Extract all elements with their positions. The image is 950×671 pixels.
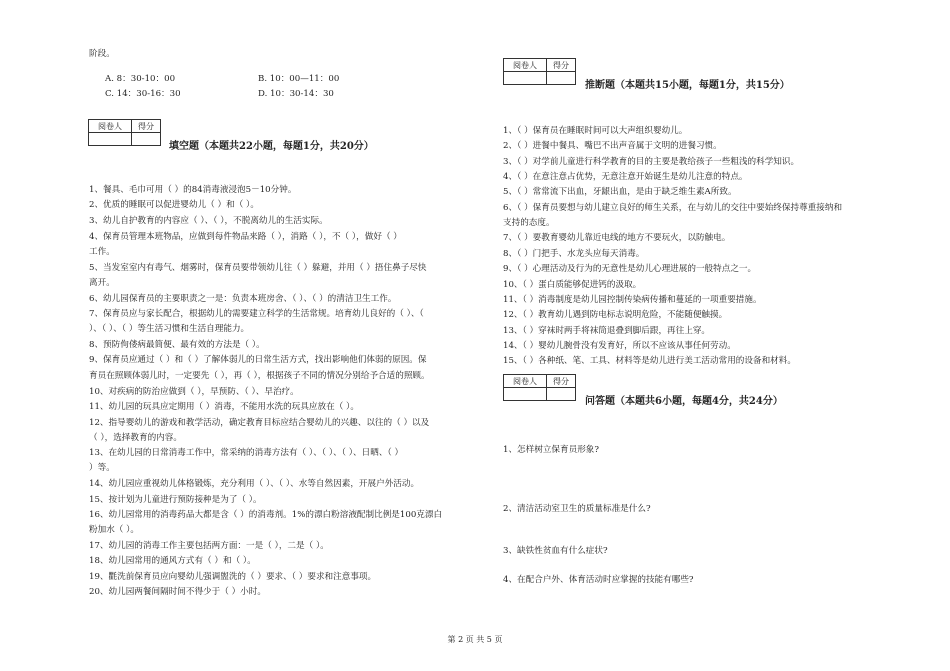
qa-question: 1、怎样树立保育员形象? xyxy=(503,445,600,455)
fill-line: 3、幼儿自护教育的内容应（ ）、（ ），不脱离幼儿的生活实际。 xyxy=(89,216,328,226)
grader-cell xyxy=(504,388,547,401)
option-a: A. 8：30-10：00 xyxy=(105,74,176,84)
fill-section-title: 填空题（本题共22小题，每题1分，共20分） xyxy=(169,141,374,152)
score-table-qa xyxy=(503,374,576,401)
fill-line: 6、幼儿园保育员的主要职责之一是：负责本班房舍、（ ）、（ ）的清洁卫生工作。 xyxy=(89,294,397,304)
option-d: D. 10：30-14：30 xyxy=(258,89,334,99)
fill-line: 10、对疾病的防治应做到（ ），早预防、（ ）、早治疗。 xyxy=(89,387,299,397)
score-label: 得分 xyxy=(547,59,576,72)
fill-line: 离开。 xyxy=(89,278,115,288)
grader-cell xyxy=(89,133,132,146)
fill-line: 1、餐具、毛巾可用（ ）的84消毒液浸泡5－10分钟。 xyxy=(89,185,297,195)
qa-question: 3、缺铁性贫血有什么症状? xyxy=(503,546,608,556)
fill-line: 7、保育员应与家长配合，根据幼儿的需要建立科学的生活常规。培育幼儿良好的（ ）、（ xyxy=(89,309,424,319)
judge-line: 11、（ ）消毒制度是幼儿园控制传染病传播和蔓延的一项重要措施。 xyxy=(503,295,762,305)
score-label: 得分 xyxy=(547,375,576,388)
judge-line: 10、（ ）蛋白质能够促进钙的汲取。 xyxy=(503,280,642,290)
fill-line: 17、幼儿园的消毒工作主要包括两方面：一是（ ），二是（ ）。 xyxy=(89,541,329,551)
intro-line: 阶段。 xyxy=(89,49,115,59)
score-cell xyxy=(547,388,576,401)
judge-line: 支持的态度。 xyxy=(503,218,555,228)
fill-line: 12、指导婴幼儿的游戏和教学活动，确定教育目标应结合婴幼儿的兴趣、以往的（ ）以及 xyxy=(89,418,430,428)
judge-line: 9、（ ）心理活动及行为的无意性是幼儿心理进展的一般特点之一。 xyxy=(503,264,757,274)
fill-line: 粉加水（ ）。 xyxy=(89,525,139,535)
page-footer: 第 2 页 共 5 页 xyxy=(447,635,503,644)
grader-label: 阅卷人 xyxy=(504,59,547,72)
fill-line: 16、幼儿园常用的消毒药品大都是含（ ）的消毒剂。1%的漂白粉溶液配制比例是100克漂白 xyxy=(89,510,443,520)
fill-line: 18、幼儿园常用的通风方式有（ ）和（ ）。 xyxy=(89,556,256,566)
fill-line: 8、预防佝偻病最简便、最有效的方法是（ ）。 xyxy=(89,340,265,350)
fill-line: 19、氍洗前保育员应向婴幼儿强调盥洗的（ ）要求、（ ）要求和注意事项。 xyxy=(89,572,377,582)
fill-line: 9、保育员应通过（ ）和（ ）了解体弱儿的日常生活方式，找出影响他们体弱的原因。保 xyxy=(89,355,427,365)
fill-line: 13、在幼儿园的日常消毒工作中，常采纳的消毒方法有（ ）、（ ）、（ ）、日晒、（ ） xyxy=(89,448,404,458)
fill-line: ）、（ ）、（ ）等生活习惯和生活自理能力。 xyxy=(89,324,250,334)
judge-line: 4、（ ）在意注意占优势，无意注意开始诞生是幼儿注意的特点。 xyxy=(503,172,748,182)
score-cell xyxy=(547,72,576,85)
fill-line: 20、幼儿园两餐间隔时间不得少于（ ）小时。 xyxy=(89,587,266,597)
fill-line: 4、保育员管理本班物品，应做到每件物品来路（ ），消路（ ），不（ ），做好（ ） xyxy=(89,232,402,242)
judge-line: 8、（ ）门把手、水龙头应每天消毒。 xyxy=(503,249,645,259)
grader-label: 阅卷人 xyxy=(89,120,132,133)
judge-line: 14、（ ）婴幼儿腕骨没有发育好，所以不应该从事任何劳动。 xyxy=(503,341,736,351)
fill-line: 11、幼儿园的玩具应定期用（ ）消毒，不能用水洗的玩具应放在（ ）。 xyxy=(89,402,359,412)
fill-line: （ ），选择教育的内容。 xyxy=(89,433,182,443)
judge-line: 1、（ ）保育员在睡眠时间可以大声组织婴幼儿。 xyxy=(503,126,688,136)
fill-line: 育员在照顾体弱儿时，一定要先（ ），再（ ），根据孩子不同的情况分别给予合适的照顾。 xyxy=(89,371,430,381)
fill-line: 14、幼儿园应重视幼儿体格锻炼，充分利用（ ）、（ ）、水等自然因素，开展户外活动。 xyxy=(89,479,420,489)
fill-line: 2、优质的睡眠可以促进婴幼儿（ ）和（ ）。 xyxy=(89,200,259,210)
judge-line: 13、（ ）穿袜时两手将袜筒退叠到脚后跟，再往上穿。 xyxy=(503,326,711,336)
score-table-judge xyxy=(503,58,576,85)
judge-line: 6、（ ）保育员要想与幼儿建立良好的师生关系，在与幼儿的交往中要始终保持尊重接纳和 xyxy=(503,203,843,213)
option-b: B. 10：00—11：00 xyxy=(258,74,340,84)
grader-label: 阅卷人 xyxy=(504,375,547,388)
judge-line: 15、（ ）各种纸、笔、工具、材料等是幼儿进行美工活动常用的设备和材料。 xyxy=(503,356,796,366)
qa-section-title: 问答题（本题共6小题，每题4分，共24分） xyxy=(585,396,783,407)
grader-cell xyxy=(504,72,547,85)
score-cell xyxy=(132,133,161,146)
judge-line: 12、（ ）教育幼儿遇到防电标志说明危险，不能随便触摸。 xyxy=(503,310,728,320)
qa-question: 2、清洁活动室卫生的质量标准是什么? xyxy=(503,504,651,514)
judge-line: 5、（ ）常常流下出血，牙龈出血，是由于缺乏维生素A所致。 xyxy=(503,187,737,197)
fill-line: 5、当发室室内有毒气、烟雾时，保育员要带领幼儿往（ ）躲避，并用（ ）捂住鼻子尽快 xyxy=(89,263,427,273)
score-table-fill xyxy=(88,119,161,146)
judge-line: 3、（ ）对学前儿童进行科学教育的目的主要是教给孩子一些粗浅的科学知识。 xyxy=(503,157,800,167)
fill-line: ）等。 xyxy=(89,463,115,473)
fill-line: 15、按计划为儿童进行预防接种是为了（ ）。 xyxy=(89,495,262,505)
fill-line: 工作。 xyxy=(89,247,115,257)
judge-line: 7、（ ）要教育婴幼儿靠近电线的地方不要玩火，以防触电。 xyxy=(503,233,731,243)
qa-question: 4、在配合户外、体育活动时应掌握的技能有哪些? xyxy=(503,575,694,585)
score-label: 得分 xyxy=(132,120,161,133)
judge-section-title: 推断题（本题共15小题，每题1分，共15分） xyxy=(585,80,790,91)
option-c: C. 14：30-16：30 xyxy=(105,89,181,99)
judge-line: 2、（ ）进餐中餐具、嘴巴不出声音属于文明的进餐习惯。 xyxy=(503,141,722,151)
